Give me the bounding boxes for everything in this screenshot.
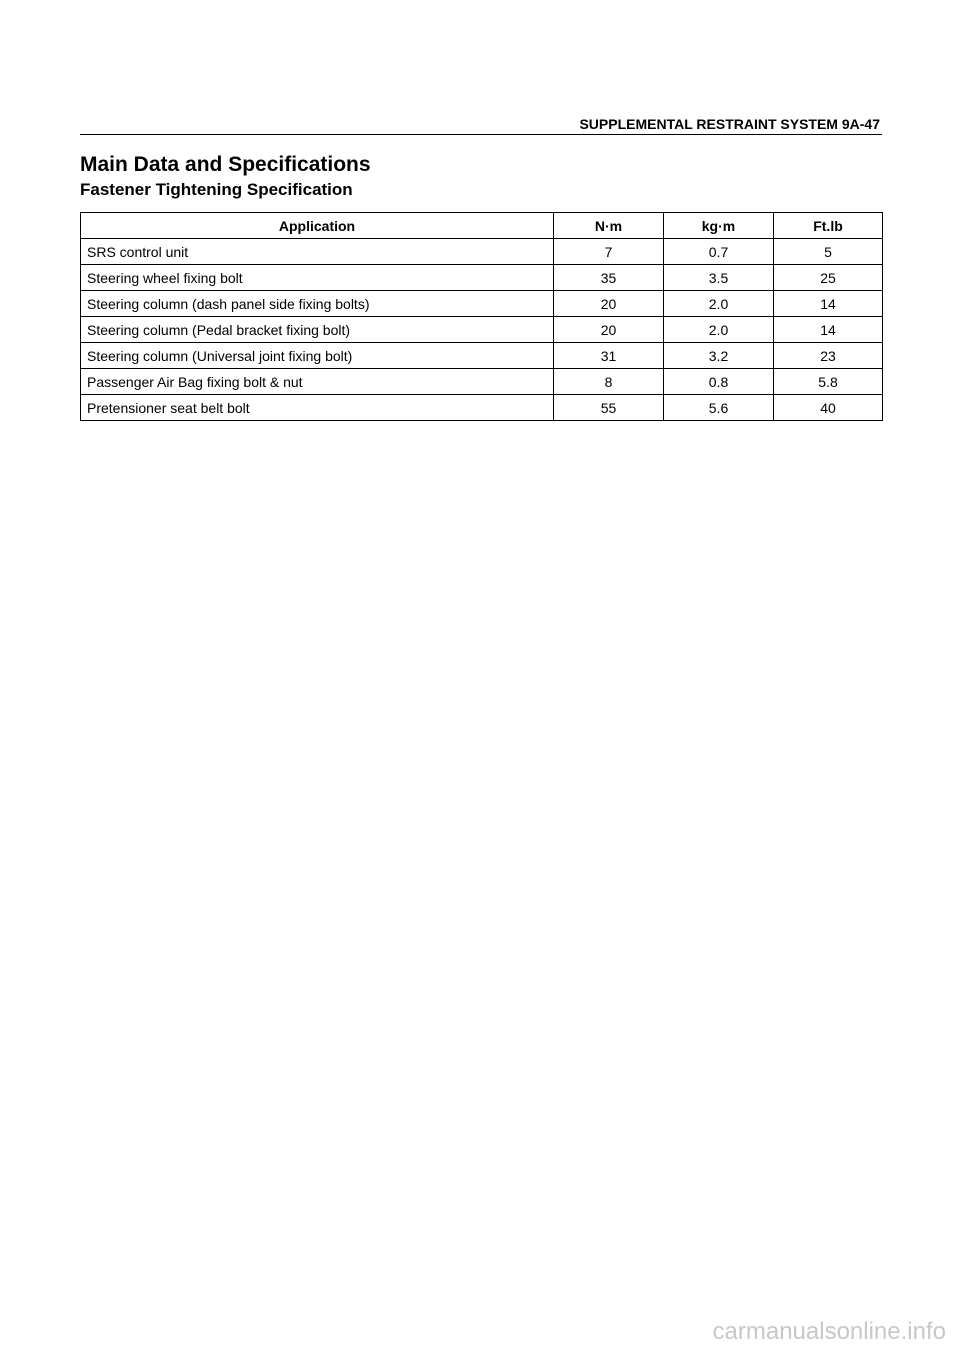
table-row bbox=[81, 265, 883, 291]
column-header-application: Application bbox=[81, 213, 554, 239]
table-row bbox=[81, 317, 883, 343]
cell-application: Passenger Air Bag fixing bolt & nut bbox=[81, 369, 554, 395]
cell-nm: 20 bbox=[554, 291, 664, 317]
column-header-ftlb: Ft.lb bbox=[774, 213, 883, 239]
cell-ftlb: 5.8 bbox=[774, 369, 883, 395]
cell-kgm: 2.0 bbox=[664, 317, 774, 343]
cell-nm: 20 bbox=[554, 317, 664, 343]
page-header bbox=[80, 114, 882, 135]
table-row bbox=[81, 343, 883, 369]
cell-nm: 31 bbox=[554, 343, 664, 369]
cell-kgm: 2.0 bbox=[664, 291, 774, 317]
cell-ftlb: 14 bbox=[774, 291, 883, 317]
watermark: carmanualsonline.info bbox=[712, 1318, 946, 1345]
fastener-spec-table bbox=[80, 212, 883, 421]
cell-nm: 7 bbox=[554, 239, 664, 265]
cell-ftlb: 23 bbox=[774, 343, 883, 369]
cell-application: Steering column (Universal joint fixing bolt) bbox=[81, 343, 554, 369]
table-row bbox=[81, 369, 883, 395]
cell-application: Steering wheel fixing bolt bbox=[81, 265, 554, 291]
page-title: Main Data and Specifications bbox=[80, 153, 371, 176]
cell-application: Steering column (Pedal bracket fixing bolt) bbox=[81, 317, 554, 343]
cell-kgm: 3.2 bbox=[664, 343, 774, 369]
cell-kgm: 0.7 bbox=[664, 239, 774, 265]
table-row bbox=[81, 291, 883, 317]
table-header-row bbox=[81, 213, 883, 239]
cell-ftlb: 14 bbox=[774, 317, 883, 343]
table-row bbox=[81, 395, 883, 421]
cell-kgm: 3.5 bbox=[664, 265, 774, 291]
table-row bbox=[81, 239, 883, 265]
cell-application: Pretensioner seat belt bolt bbox=[81, 395, 554, 421]
column-header-kgm: kg·m bbox=[664, 213, 774, 239]
cell-kgm: 0.8 bbox=[664, 369, 774, 395]
cell-ftlb: 40 bbox=[774, 395, 883, 421]
cell-ftlb: 25 bbox=[774, 265, 883, 291]
column-header-nm: N·m bbox=[554, 213, 664, 239]
cell-nm: 8 bbox=[554, 369, 664, 395]
cell-application: SRS control unit bbox=[81, 239, 554, 265]
cell-application: Steering column (dash panel side fixing bolts) bbox=[81, 291, 554, 317]
page-header-text: SUPPLEMENTAL RESTRAINT SYSTEM 9A-47 bbox=[579, 116, 880, 132]
cell-nm: 55 bbox=[554, 395, 664, 421]
cell-kgm: 5.6 bbox=[664, 395, 774, 421]
cell-ftlb: 5 bbox=[774, 239, 883, 265]
section-title: Fastener Tightening Specification bbox=[80, 180, 353, 199]
cell-nm: 35 bbox=[554, 265, 664, 291]
